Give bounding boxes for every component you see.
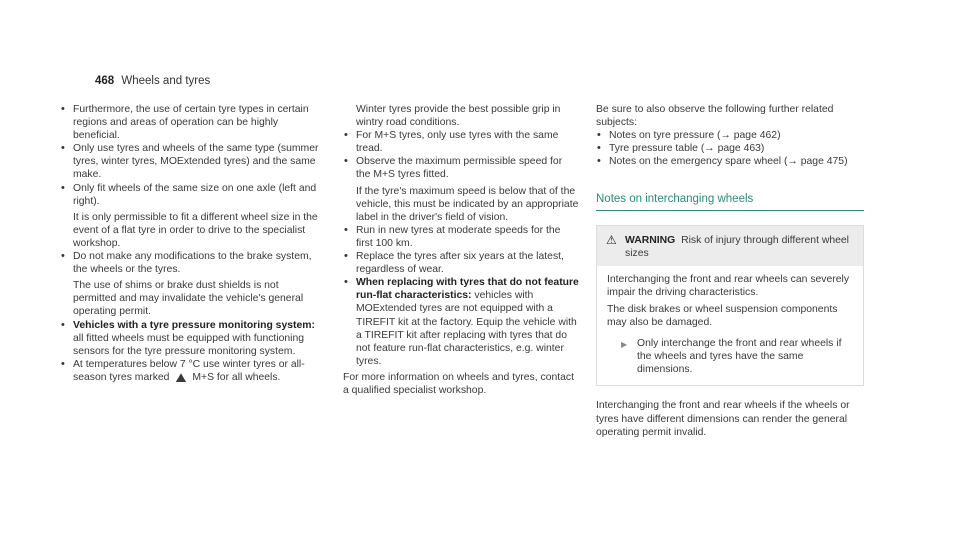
warning-box (596, 225, 864, 387)
paragraph: Interchanging the front and rear wheels if the wheels or tyres have different dimensions can render the general operating permit invalid. (596, 400, 850, 438)
emphasis-label: When replacing with tyres that do not feature run-flat characteristics: (356, 277, 579, 302)
cross-reference-link[interactable]: • Notes on the emergency spare wheel (→ page 475) (596, 155, 872, 168)
snowflake-mountain-icon: ⛰ (175, 369, 187, 385)
list-item: • Furthermore, the use of certain tyre types in certain regions and areas of operation can be highly beneficial. (60, 103, 322, 142)
list-item: • Run in new tyres at moderate speeds for the first 100 km. (343, 224, 579, 250)
paragraph: Winter tyres provide the best possible grip in wintry road conditions. (356, 104, 561, 129)
list-item: • When replacing with tyres that do not feature run-flat characteristics: vehicles with MOExtended tyres are not equipped with a TIREFIT kit at the factory. Equip the vehicle with a TIREFIT kit after replacing with tyres that do not feature run-flat characteristics, e.g. winter tyres. (343, 276, 579, 368)
cross-reference-link[interactable]: • Tyre pressure table (→ page 463) (596, 142, 872, 155)
column-left (60, 103, 322, 384)
warning-triangle-icon: ⚠ (606, 232, 617, 247)
bullet-list (60, 103, 322, 384)
action-step: ▶ Only interchange the front and rear wheels if the wheels and tyres have the same dimensions. (621, 338, 842, 376)
list-item-note: It is only permissible to fit a different wheel size in the event of a flat tyre in order to drive to the specialist workshop. (73, 211, 318, 249)
list-item: • At temperatures below 7 °C use winter tyres or all-season tyres marked ⛰ M+S for all wheels. (60, 358, 322, 384)
list-item: • Only use tyres and wheels of the same type (summer tyres, winter tyres, MOExtended tyres) and the same make. (60, 142, 322, 181)
list-item: • Do not make any modifications to the brake system, the wheels or the tyres. The use of shims or brake dust shields is not permitted and may invalidate the vehicle's general operating permit. (60, 250, 322, 318)
bullet-list (343, 129, 579, 368)
list-item: • Observe the maximum permissible speed for the M+S tyres fitted. If the tyre's maximum speed is below that of the vehicle, this must be indicated by an appropriate label in the driver's field of vision. (343, 155, 579, 223)
emphasis-label: Vehicles with a tyre pressure monitoring system: (73, 319, 315, 331)
list-item-note: The use of shims or brake dust shields is not permitted and may invalidate the vehicle's general operating permit. (73, 280, 304, 318)
list-item: • Replace the tyres after six years at the latest, regardless of wear. (343, 250, 579, 276)
paragraph: Interchanging the front and rear wheels can severely impair the driving characteristics. (607, 273, 850, 298)
cross-reference-link[interactable]: • Notes on tyre pressure (→ page 462) (596, 129, 872, 142)
warning-label: WARNING (625, 234, 676, 246)
warning-body (597, 266, 863, 386)
list-item: • Vehicles with a tyre pressure monitoring system: all fitted wheels must be equipped with functioning sensors for the tyre pressure monitoring system. (60, 319, 322, 358)
page-header (95, 75, 210, 87)
page-header-title: Wheels and tyres (121, 75, 211, 87)
warning-text: Risk of injury through different wheel sizes (625, 234, 849, 259)
column-right (596, 103, 872, 439)
column-middle (343, 103, 579, 397)
related-topics-list (596, 129, 872, 168)
section-heading: Notes on interchanging wheels (596, 193, 864, 210)
warning-header (597, 226, 863, 266)
paragraph: Be sure to also observe the following further related subjects: (596, 104, 834, 129)
page-number: 468 (95, 75, 115, 87)
paragraph: For more information on wheels and tyres, contact a qualified specialist workshop. (343, 371, 575, 396)
play-arrow-icon: ▶ (621, 340, 628, 350)
list-item-note: If the tyre's maximum speed is below that of the vehicle, this must be indicated by an appropriate label in the driver's field of vision. (356, 185, 579, 223)
paragraph: The disk brakes or wheel suspension components may also be damaged. (607, 303, 838, 329)
list-item: • For M+S tyres, only use tyres with the same tread. (343, 129, 579, 155)
list-item: • Only fit wheels of the same size on one axle (left and right). It is only permissible to fit a different wheel size in the event of a flat tyre in order to drive to the specialist workshop. (60, 182, 322, 250)
